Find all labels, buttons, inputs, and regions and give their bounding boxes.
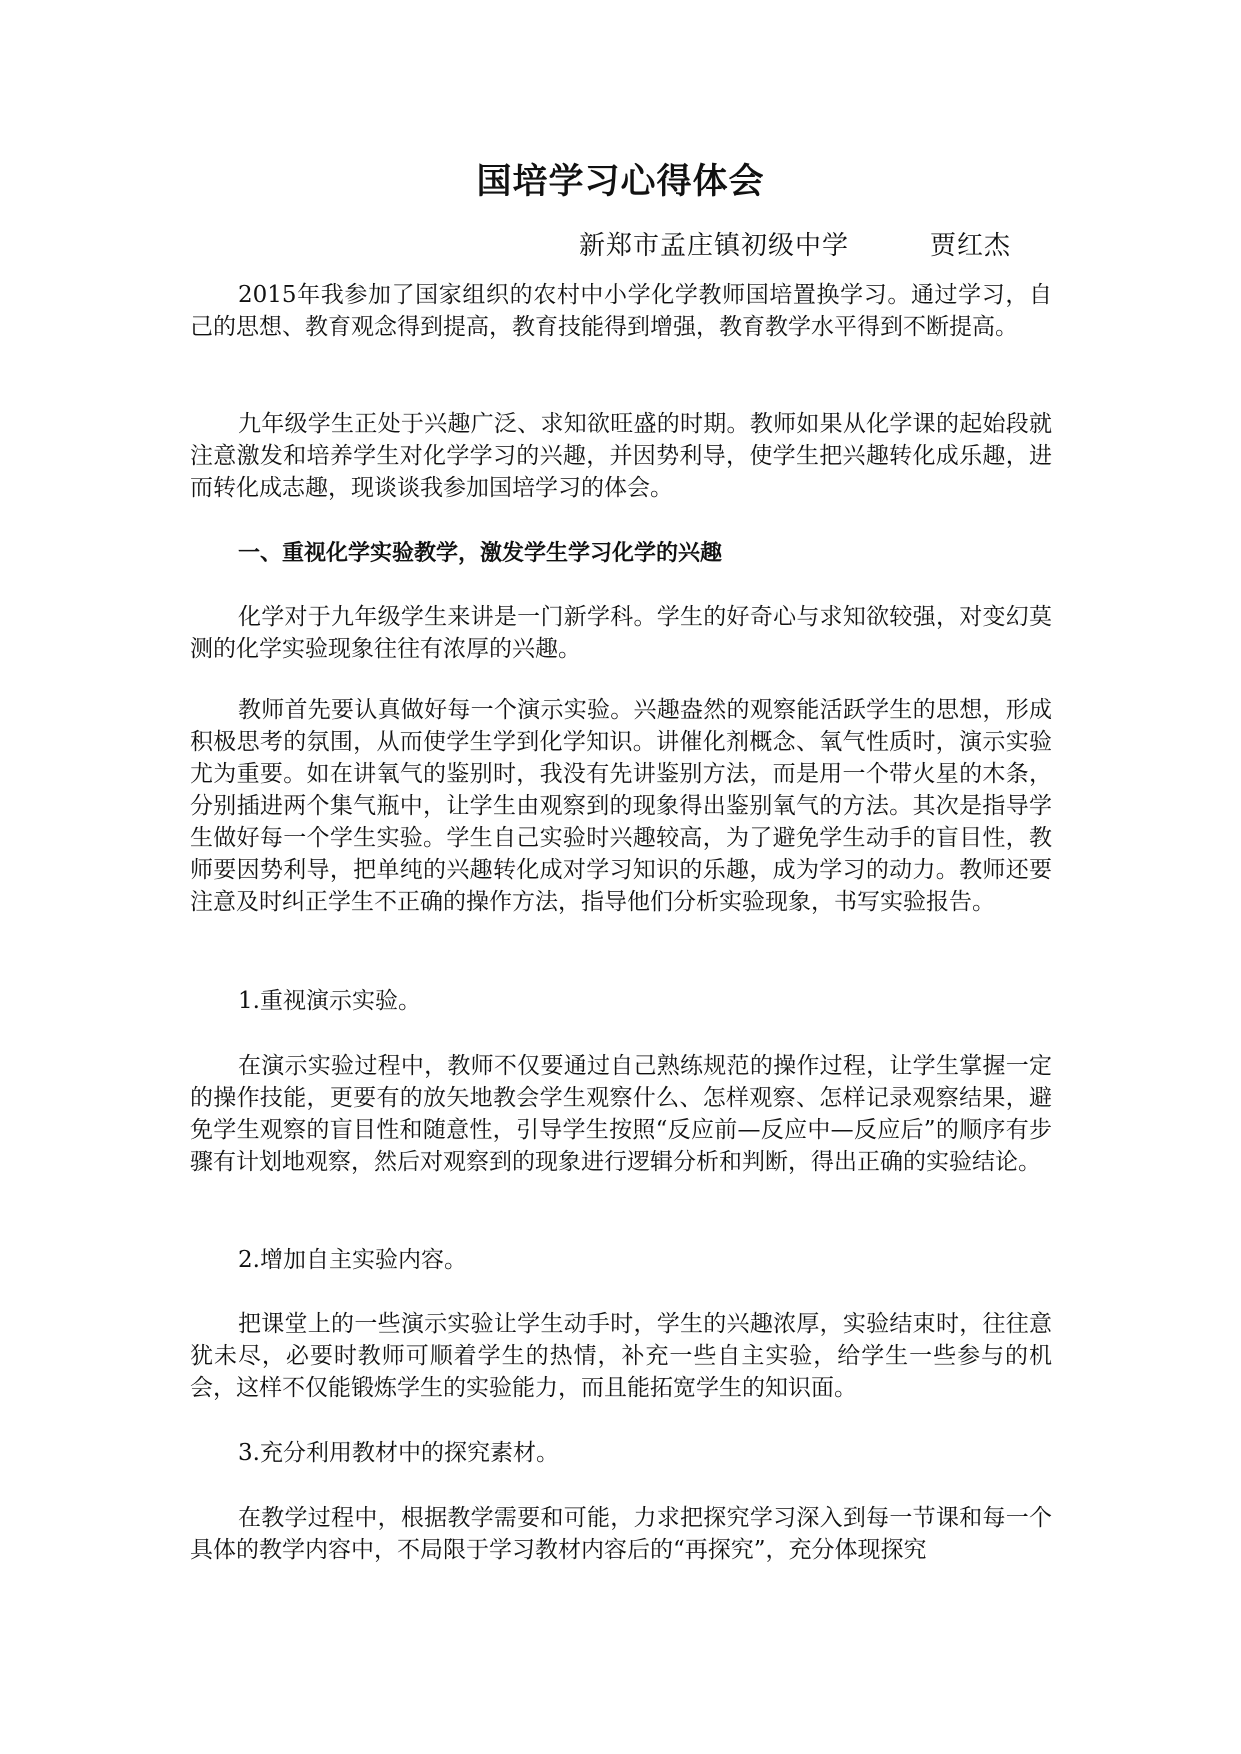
item-3-body: 在教学过程中，根据教学需要和可能，力求把探究学习深入到每一节课和每一个具体的教学内容中，不局限于学习教材内容后的“再探究”，充分体现探究	[190, 1505, 1052, 1563]
section-1-paragraph-2: 教师首先要认真做好每一个演示实验。兴趣盎然的观察能活跃学生的思想，形成积极思考的氛围，从而使学生学到化学知识。讲催化剂概念、氧气性质时，演示实验尤为重要。如在讲氧气的鉴别时，我没有先讲鉴别方法，而是用一个带火星的木条，分别插进两个集气瓶中，让学生由观察到的现象得出鉴别氧气的方法。其次是指导学生做好每一个学生实验。学生自己实验时兴趣较高，为了避免学生动手的盲目性，教师要因势利导，把单纯的兴趣转化成对学习知识的乐趣，成为学习的动力。教师还要注意及时纠正学生不正确的操作方法，指导他们分析实验现象，书写实验报告。	[190, 697, 1052, 915]
item-2-body: 把课堂上的一些演示实验让学生动手时，学生的兴趣浓厚，实验结束时，往往意犹未尽，必要时教师可顺着学生的热情，补充一些自主实验，给学生一些参与的机会，这样不仅能锻炼学生的实验能力，而且能拓宽学生的知识面。	[190, 1311, 1052, 1401]
paragraph-intro-2: 九年级学生正处于兴趣广泛、求知欲旺盛的时期。教师如果从化学课的起始段就注意激发和培养学生对化学学习的兴趣，并因势利导，使学生把兴趣转化成乐趣，进而转化成志趣，现谈谈我参加国培学习的体会。	[190, 411, 1052, 501]
item-2-title: 2.增加自主实验内容。	[238, 1247, 467, 1273]
paragraph-intro-1: 2015年我参加了国家组织的农村中小学化学教师国培置换学习。通过学习，自己的思想、教育观念得到提高，教育技能得到增强，教育教学水平得到不断提高。	[190, 282, 1052, 340]
author-name: 贾红杰	[930, 231, 1012, 261]
item-1-body: 在演示实验过程中，教师不仅要通过自己熟练规范的操作过程，让学生掌握一定的操作技能，更要有的放矢地教会学生观察什么、怎样观察、怎样记录观察结果，避免学生观察的盲目性和随意性，引导学生按照“反应前—反应中—反应后”的顺序有步骤有计划地观察，然后对观察到的现象进行逻辑分析和判断，得出正确的实验结论。	[190, 1053, 1052, 1175]
author-line	[579, 226, 1139, 266]
section-1-paragraph-1: 化学对于九年级学生来讲是一门新学科。学生的好奇心与求知欲较强，对变幻莫测的化学实验现象往往有浓厚的兴趣。	[190, 604, 1052, 662]
item-3-title: 3.充分利用教材中的探究素材。	[238, 1440, 559, 1466]
section-1-heading: 一、重视化学实验教学，激发学生学习化学的兴趣	[238, 541, 723, 566]
document-title: 国培学习心得体会	[476, 162, 765, 202]
item-1-title: 1.重视演示实验。	[238, 988, 421, 1014]
author-school: 新郑市孟庄镇初级中学	[579, 231, 850, 261]
